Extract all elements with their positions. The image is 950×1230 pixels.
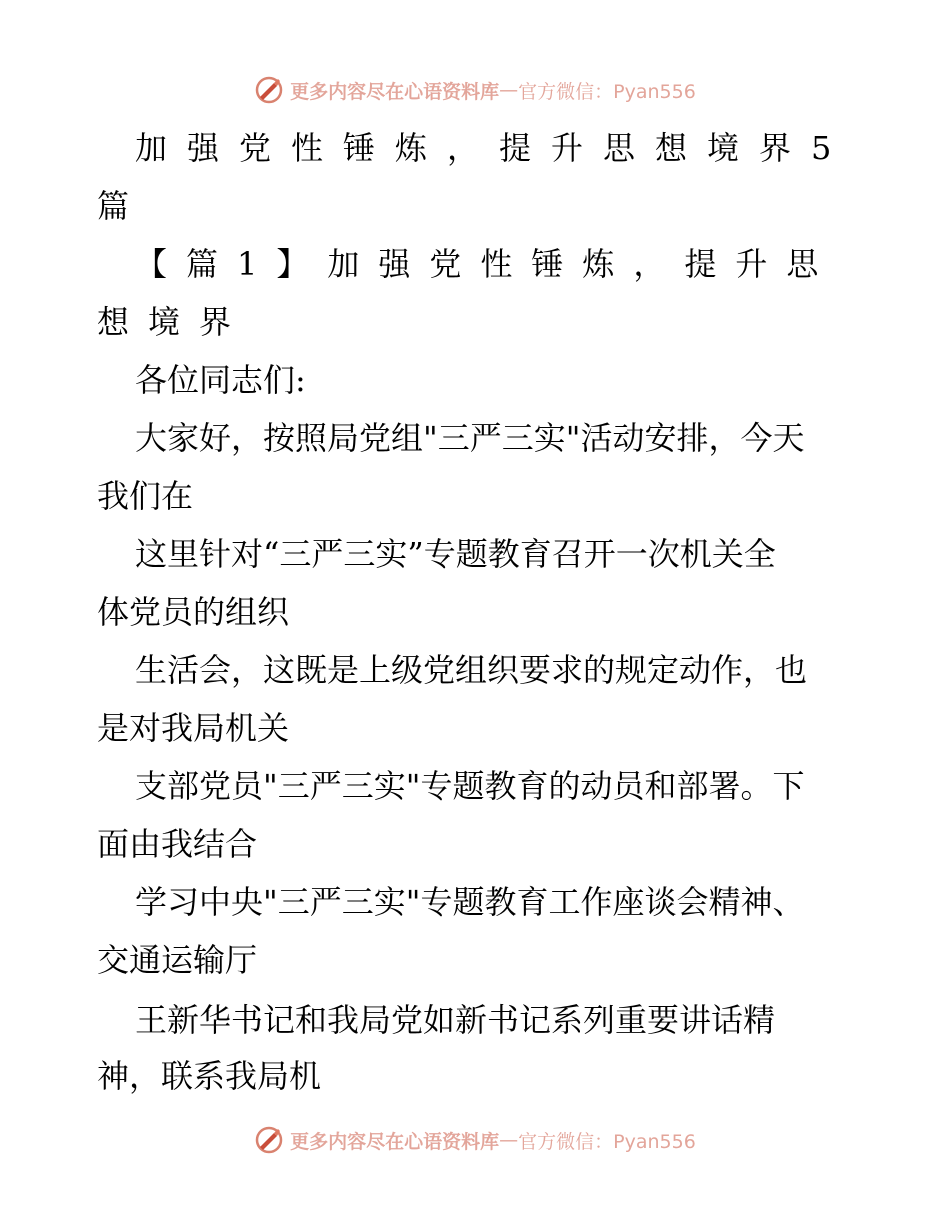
- body-line: 生活会，这既是上级党组织要求的规定动作，也: [135, 651, 808, 689]
- header-watermark-banner: [0, 70, 950, 110]
- body-line: 支部党员"三严三实"专题教育的动员和部署。下: [135, 767, 805, 805]
- body-line: 交通运输厅: [97, 941, 258, 979]
- banner-separator: —: [499, 79, 519, 101]
- pen-nib-logo-icon: [254, 75, 284, 105]
- wechat-contact-text: 官方微信：Pyan556: [518, 1130, 696, 1153]
- body-line: 这里针对“三严三实”专题教育召开一次机关全: [135, 535, 776, 573]
- body-line: 面由我结合: [97, 825, 258, 863]
- site-name-text: 更多内容尽在心语资料库: [290, 1130, 500, 1153]
- body-line: 体党员的组织: [97, 593, 290, 631]
- wechat-contact-text: 官方微信：Pyan556: [518, 80, 696, 103]
- footer-watermark-banner: [0, 1120, 950, 1160]
- site-name-text: 更多内容尽在心语资料库: [290, 80, 500, 103]
- document-title-line-1: 加强党性锤炼，提升思想境界5: [135, 129, 852, 167]
- section-heading-line-1: 【篇1】加强党性锤炼，提升思: [135, 245, 838, 283]
- section-heading-line-2: 想境界: [97, 303, 251, 341]
- banner-separator: —: [499, 1129, 519, 1151]
- document-title-line-2: 篇: [97, 187, 130, 225]
- body-line: 是对我局机关: [97, 709, 290, 747]
- body-line: 我们在: [97, 477, 194, 515]
- pen-nib-logo-icon: [254, 1125, 284, 1155]
- body-line: 学习中央"三严三实"专题教育工作座谈会精神、: [135, 883, 805, 921]
- body-line: 王新华书记和我局党如新书记系列重要讲话精: [135, 1001, 776, 1039]
- body-line: 大家好，按照局党组"三严三实"活动安排，今天: [135, 419, 805, 457]
- body-line: 神，联系我局机: [97, 1057, 322, 1095]
- body-line: 各位同志们:: [135, 361, 306, 399]
